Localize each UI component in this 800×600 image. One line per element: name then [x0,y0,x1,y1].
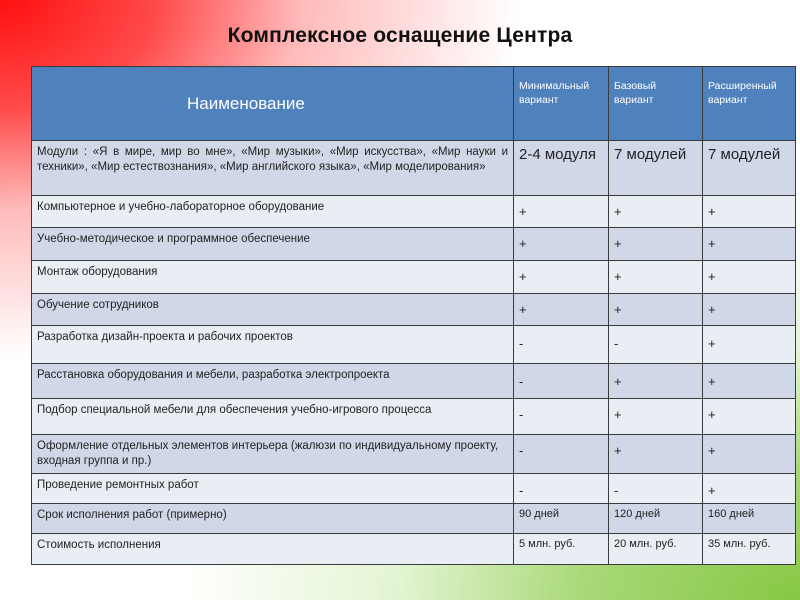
row-base: + [609,196,703,228]
row-base: - [609,326,703,364]
table-row [32,326,796,364]
row-ext: + [703,326,796,364]
table-row [32,435,796,474]
row-name: Срок исполнения работ (примерно) [32,504,514,534]
table-row [32,504,796,534]
row-base: + [609,364,703,399]
table-row [32,196,796,228]
row-ext: + [703,399,796,435]
row-ext: + [703,228,796,261]
row-name: Оформление отдельных элементов интерьера (жалюзи по индивидуальному проекту, входная группа и пр.) [32,435,514,474]
row-ext: + [703,261,796,294]
table-row [32,399,796,435]
row-base: + [609,399,703,435]
page-title: Комплексное оснащение Центра [227,24,573,47]
row-min: 2-4 модуля [514,141,609,196]
row-name: Подбор специальной мебели для обеспечения учебно-игрового процесса [32,399,514,435]
row-min: - [514,399,609,435]
row-base: + [609,261,703,294]
row-name: Стоимость исполнения [32,534,514,565]
row-ext: 160 дней [703,504,796,534]
row-base: + [609,294,703,326]
row-min: - [514,474,609,504]
row-ext: + [703,474,796,504]
row-min: - [514,435,609,474]
header-minimal: Минимальный вариант [514,67,609,141]
table-row [32,364,796,399]
table-row [32,534,796,565]
row-base: 120 дней [609,504,703,534]
row-name: Монтаж оборудования [32,261,514,294]
row-ext: + [703,294,796,326]
equipment-table [31,66,796,565]
header-name: Наименование [32,67,514,141]
row-min: 5 млн. руб. [514,534,609,565]
table-row [32,141,796,196]
row-name: Расстановка оборудования и мебели, разработка электропроекта [32,364,514,399]
row-base: 7 модулей [609,141,703,196]
row-name: Проведение ремонтных работ [32,474,514,504]
row-ext: 35 млн. руб. [703,534,796,565]
table-row [32,474,796,504]
row-min: - [514,364,609,399]
row-ext: + [703,196,796,228]
row-min: + [514,228,609,261]
row-name: Компьютерное и учебно-лабораторное оборудование [32,196,514,228]
row-ext: + [703,364,796,399]
row-base: + [609,435,703,474]
table-header-row [32,67,796,141]
row-base: + [609,228,703,261]
header-base: Базовый вариант [609,67,703,141]
row-base: - [609,474,703,504]
row-min: - [514,326,609,364]
table-row [32,294,796,326]
row-name: Разработка дизайн-проекта и рабочих проектов [32,326,514,364]
table-row [32,261,796,294]
row-ext: + [703,435,796,474]
row-min: + [514,294,609,326]
row-ext: 7 модулей [703,141,796,196]
row-base: 20 млн. руб. [609,534,703,565]
row-name: Учебно-методическое и программное обеспечение [32,228,514,261]
row-min: 90 дней [514,504,609,534]
row-min: + [514,196,609,228]
row-min: + [514,261,609,294]
table-row [32,228,796,261]
header-extended: Расширенный вариант [703,67,796,141]
row-name: Модули : «Я в мире, мир во мне», «Мир музыки», «Мир искусства», «Мир науки и техники», «Мир естествознания», «Мир английского языка», «Мир моделирования» [32,141,514,196]
row-name: Обучение сотрудников [32,294,514,326]
